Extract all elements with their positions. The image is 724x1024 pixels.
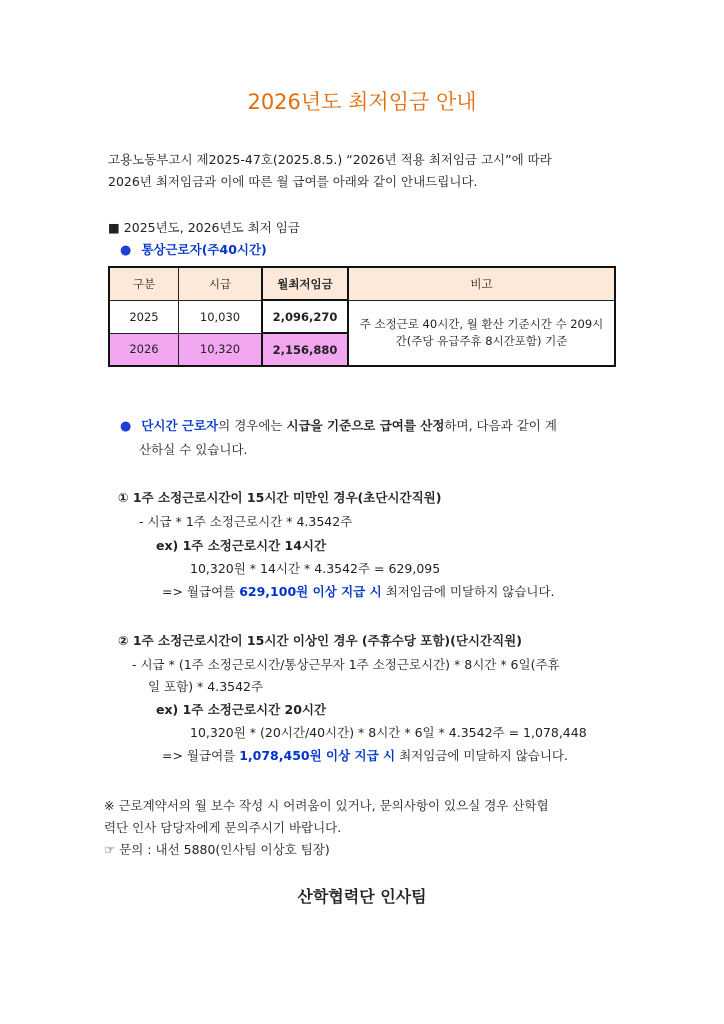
- part-time-intro-line-1: [120, 416, 557, 434]
- case2-example-heading: ex) 1주 소정근로시간 20시간: [156, 702, 327, 717]
- intro-text-b: 하며, 다음과 같이 계: [444, 418, 557, 433]
- case2-example-calc: 10,320원 * (20시간/40시간) * 8시간 * 6일 * 4.3542주 = 1,078,448: [190, 725, 587, 740]
- header-category: 구분: [109, 267, 179, 300]
- result-emphasis: 629,100원 이상 지급 시: [239, 584, 382, 599]
- bullet-icon: ●: [120, 243, 132, 258]
- case1-heading: ① 1주 소정근로시간이 15시간 미만인 경우(초단시간직원): [118, 490, 442, 505]
- intro-text-a: 의 경우에는: [218, 418, 287, 433]
- section-subheading-regular-worker: [120, 240, 267, 258]
- table-header-row: [109, 267, 615, 300]
- cell-hourly: 10,320: [179, 333, 263, 366]
- cell-note: [348, 300, 615, 366]
- table-row: [109, 300, 615, 333]
- cell-hourly: 10,030: [179, 300, 263, 333]
- page-title: 2026년도 최저임금 안내: [247, 90, 477, 114]
- contact-info: ☞ 문의 : 내선 5880(인사팀 이상호 팀장): [104, 842, 330, 857]
- result-suffix: 최저임금에 미달하지 않습니다.: [395, 748, 568, 763]
- case2-formula-line-1: - 시급 * (1주 소정근로시간/통상근무자 1주 소정근로시간) * 8시간 * 6일(주휴: [132, 657, 560, 672]
- case2-result: [162, 746, 568, 764]
- result-suffix: 최저임금에 미달하지 않습니다.: [381, 584, 555, 599]
- case1-formula: - 시급 * 1주 소정근로시간 * 4.3542주: [139, 514, 353, 529]
- result-prefix: => 월급여를: [162, 748, 240, 763]
- intro-line-1: 고용노동부고시 제2025-47호(2025.8.5.) “2026년 적용 최저임금 고시”에 따라: [108, 152, 552, 167]
- case1-example-heading: ex) 1주 소정근로시간 14시간: [156, 538, 327, 553]
- section-heading-minimum-wage: ■ 2025년도, 2026년도 최저 임금: [108, 220, 300, 235]
- notice-line-2: 력단 인사 담당자에게 문의주시기 바랍니다.: [104, 820, 342, 835]
- intro-line-2: 2026년 최저임금과 이에 따른 월 급여를 아래와 같이 안내드립니다.: [108, 174, 478, 189]
- header-hourly: 시급: [179, 267, 263, 300]
- notice-line-1: ※ 근로계약서의 월 보수 작성 시 어려움이 있거나, 문의사항이 있으실 경우 산학협: [104, 798, 549, 813]
- case1-example-calc: 10,320원 * 14시간 * 4.3542주 = 629,095: [190, 561, 441, 576]
- part-time-intro-line-2: 산하실 수 있습니다.: [139, 442, 248, 457]
- minimum-wage-table: [108, 266, 616, 367]
- result-emphasis: 1,078,450원 이상 지급 시: [239, 748, 396, 763]
- bullet-icon: ●: [120, 419, 132, 434]
- cell-monthly: 2,156,880: [262, 333, 348, 366]
- note-text: 주 소정근로 40시간, 월 환산 기준시간 수 209시간(주당 유급주휴 8시간포함) 기준: [359, 316, 604, 348]
- case2-heading: ② 1주 소정근로시간이 15시간 이상인 경우 (주휴수당 포함)(단시간직원): [118, 633, 522, 648]
- hourly-basis-emphasis: 시급을 기준으로 급여를 산정: [286, 418, 445, 433]
- header-monthly: 월최저임금: [262, 267, 348, 300]
- cell-year: 2025: [109, 300, 179, 333]
- part-time-worker-label: 단시간 근로자: [141, 418, 219, 433]
- cell-year: 2026: [109, 333, 179, 366]
- case1-result: [162, 582, 555, 600]
- header-note: 비고: [348, 267, 615, 300]
- case2-formula-line-2: 일 포함) * 4.3542주: [148, 679, 264, 694]
- result-prefix: => 월급여를: [162, 584, 240, 599]
- footer-department: 산학협력단 인사팀: [297, 887, 427, 906]
- subheading-text: 통상근로자(주40시간): [141, 242, 267, 257]
- cell-monthly: 2,096,270: [262, 300, 348, 333]
